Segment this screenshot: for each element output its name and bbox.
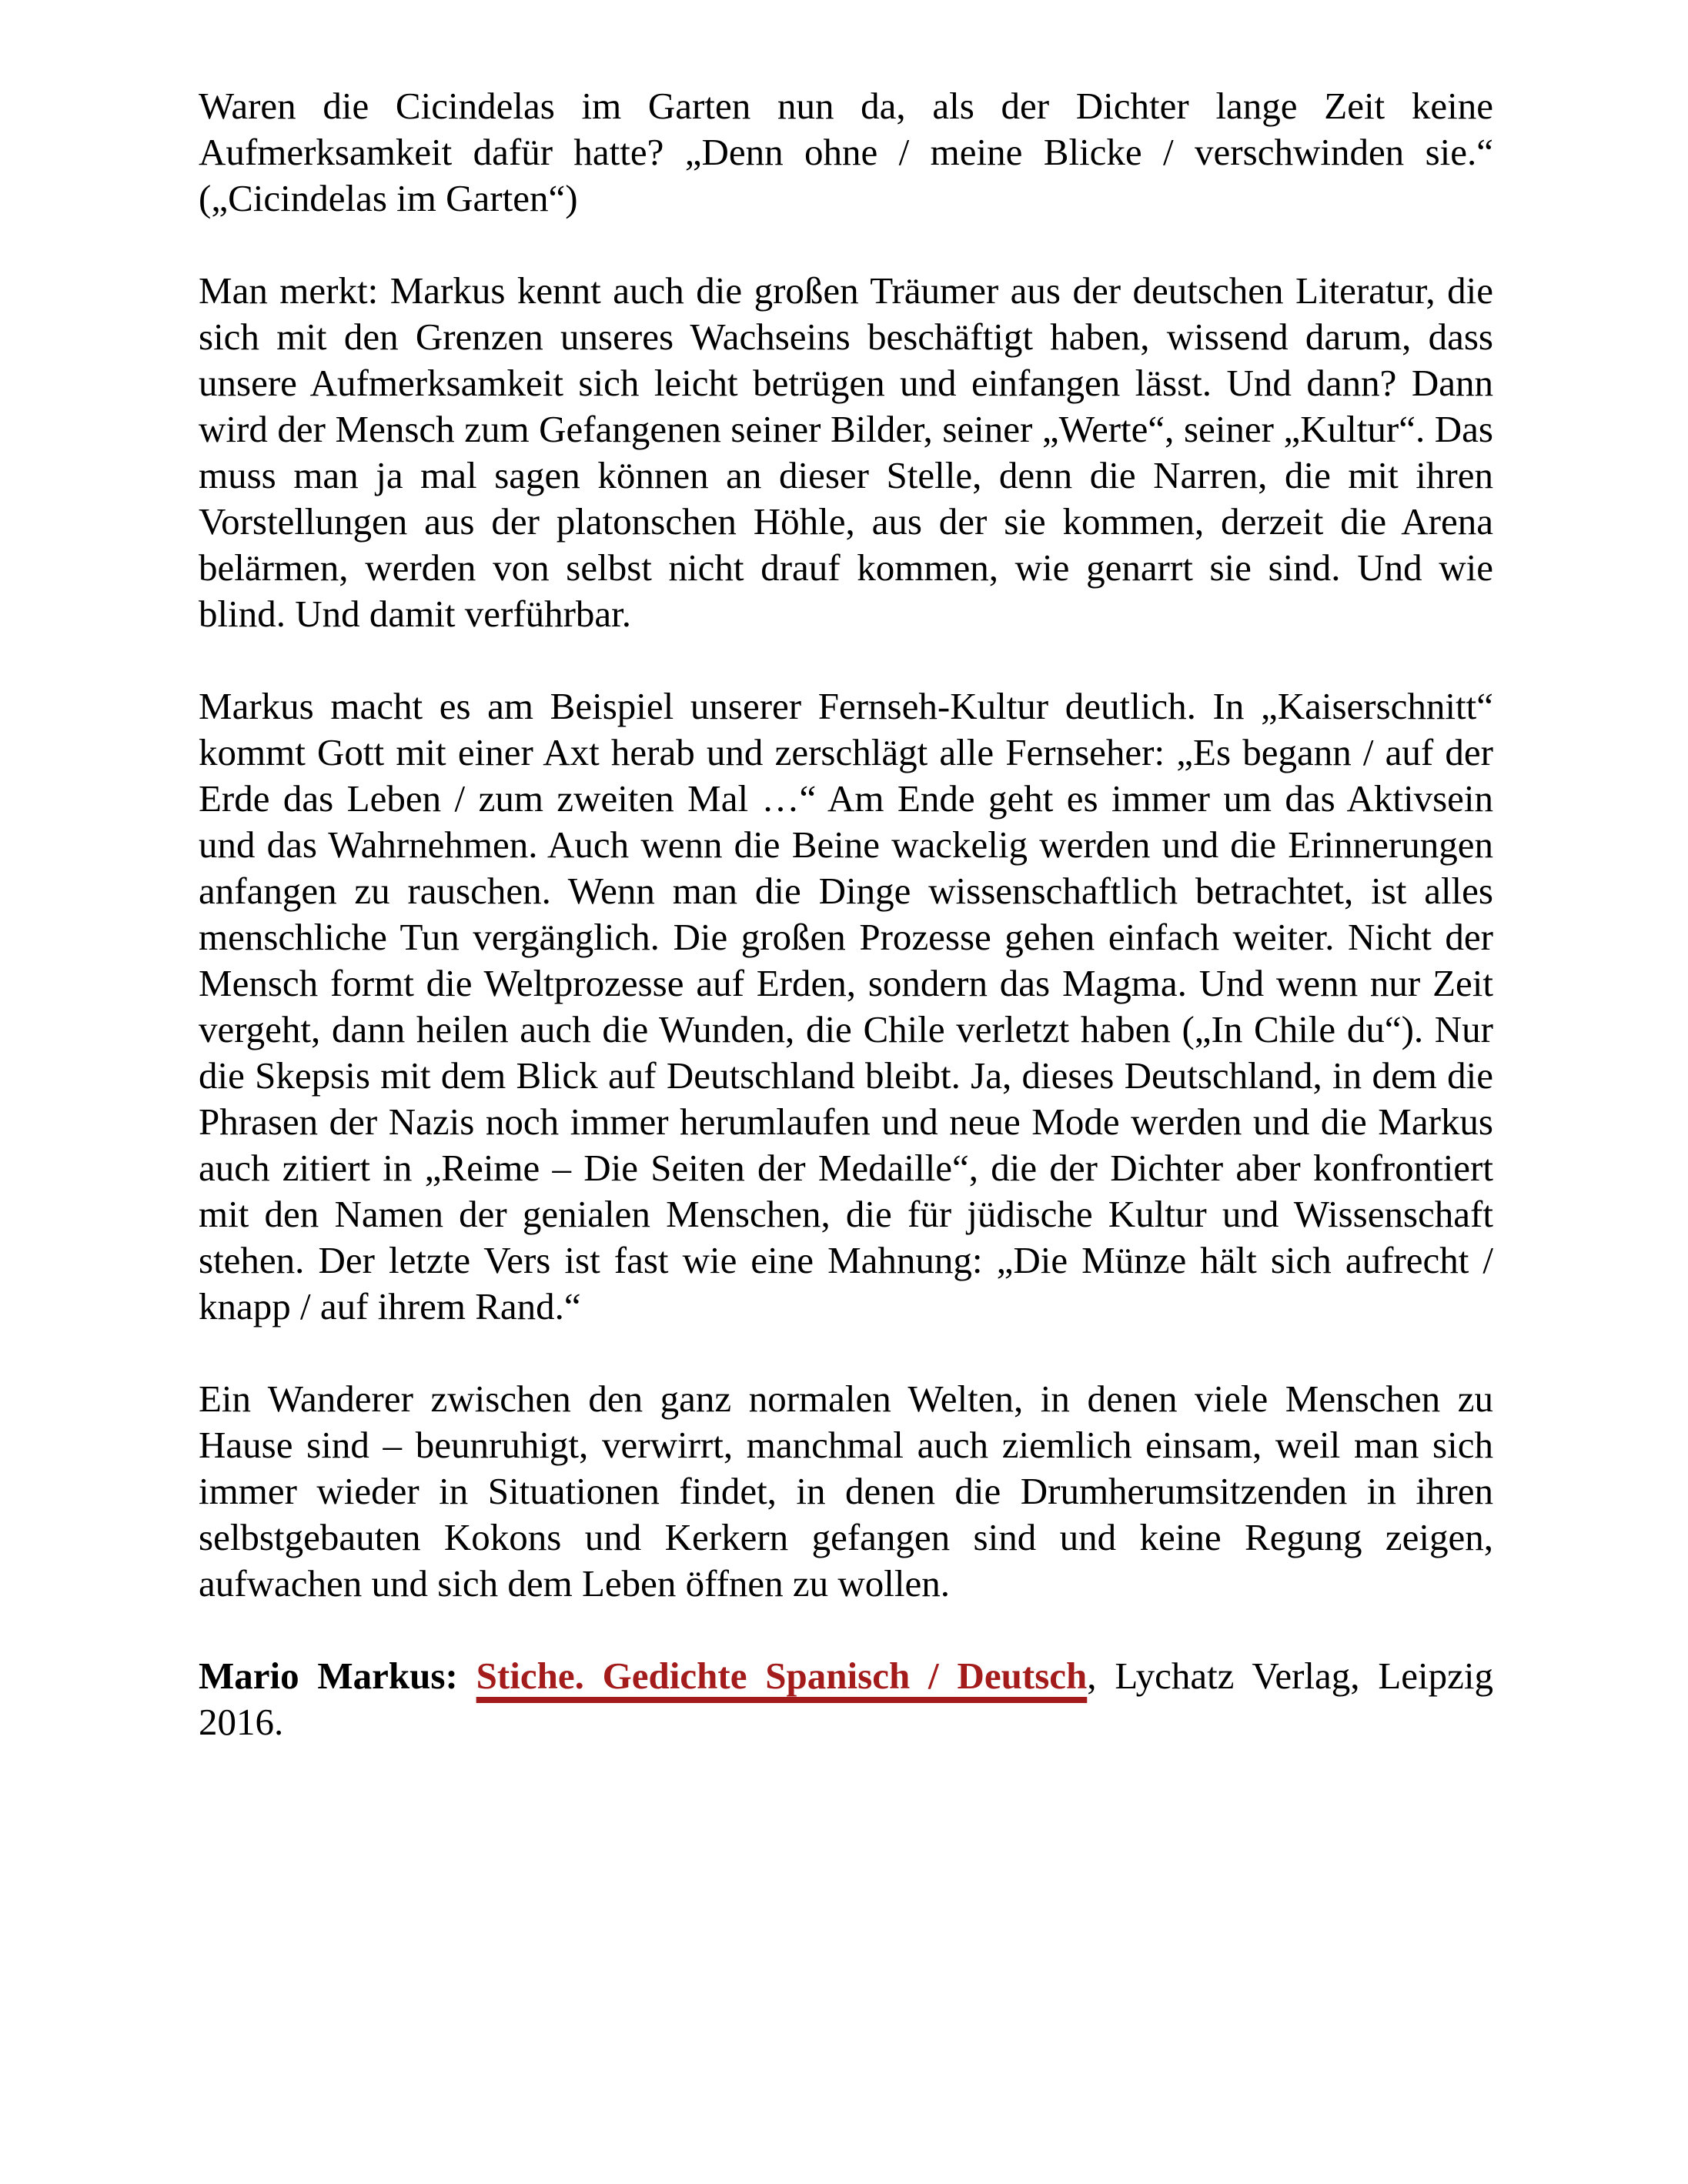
paragraph-traeumer: Man merkt: Markus kennt auch die großen Träumer aus der deutschen Literatur, die sich mit den Grenzen unseres Wachseins beschäftigt haben, wissend darum, dass unsere Aufmerksamkeit sich leicht betrügen und einfangen lässt. Und dann? Dann wird der Mensch zum Gefangenen seiner Bilder, seiner „Werte“, seiner „Kultur“. Das muss man ja mal sagen können an dieser Stelle, denn die Narren, die mit ihren Vorstellungen aus der platonschen Höhle, aus der sie kommen, derzeit die Arena belärmen, werden von selbst nicht drauf kommen, wie genarrt sie sind. Und wie blind. Und damit verführbar. — [199, 269, 1493, 635]
paragraph-fernseh-kultur: Markus macht es am Beispiel unserer Fernseh-Kultur deutlich. In „Kaiserschnitt“ kommt Gott mit einer Axt herab und zerschlägt alle Fernseher: „Es begann / auf der Erde das Leben / zum zweiten Mal …“ Am Ende geht es immer um das Aktivsein und das Wahrnehmen. Auch wenn die Beine wackelig werden und die Erinnerungen anfangen zu rauschen. Wenn man die Dinge wissenschaftlich betrachtet, ist alles menschliche Tun vergänglich. Die großen Prozesse gehen einfach weiter. Nicht der Mensch formt die Weltprozesse auf Erden, sondern das Magma. Und wenn nur Zeit vergeht, dann heilen auch die Wunden, die Chile verletzt haben („In Chile du“). Nur die Skepsis mit dem Blick auf Deutschland bleibt. Ja, dieses Deutschland, in dem die Phrasen der Nazis noch immer herumlaufen und neue Mode werden und die Markus auch zitiert in „Reime – Die Seiten der Medaille“, die der Dichter aber konfrontiert mit den Namen der genialen Menschen, die für jüdische Kultur und Wissenschaft stehen. Der letzte Vers ist fast wie eine Mahnung: „Die Münze hält sich aufrecht / knapp / auf ihrem Rand.“ — [199, 685, 1493, 1327]
citation-publisher: , Lychatz Verlag, Leipzig 2016. — [199, 1655, 1493, 1743]
paragraph-wanderer: Ein Wanderer zwischen den ganz normalen Welten, in denen viele Menschen zu Hause sind – beunruhigt, verwirrt, manchmal auch ziemlich einsam, weil man sich immer wieder in Situationen findet, in denen die Drumherumsitzenden in ihren selbstgebauten Kokons und Kerkern gefangen sind und keine Regung zeigen, aufwachen und sich dem Leben öffnen zu wollen. — [199, 1378, 1493, 1605]
citation-author: Mario Markus: — [199, 1655, 458, 1697]
book-title-link[interactable]: Stiche. Gedichte Spanisch / Deutsch — [476, 1655, 1088, 1697]
citation-paragraph — [199, 1653, 1493, 1745]
paragraph-cicindelas: Waren die Cicindelas im Garten nun da, als der Dichter lange Zeit keine Aufmerksamkeit dafür hatte? „Denn ohne / meine Blicke / verschwinden sie.“ („Cicindelas im Garten“) — [199, 85, 1493, 219]
review-text — [199, 83, 1493, 1745]
